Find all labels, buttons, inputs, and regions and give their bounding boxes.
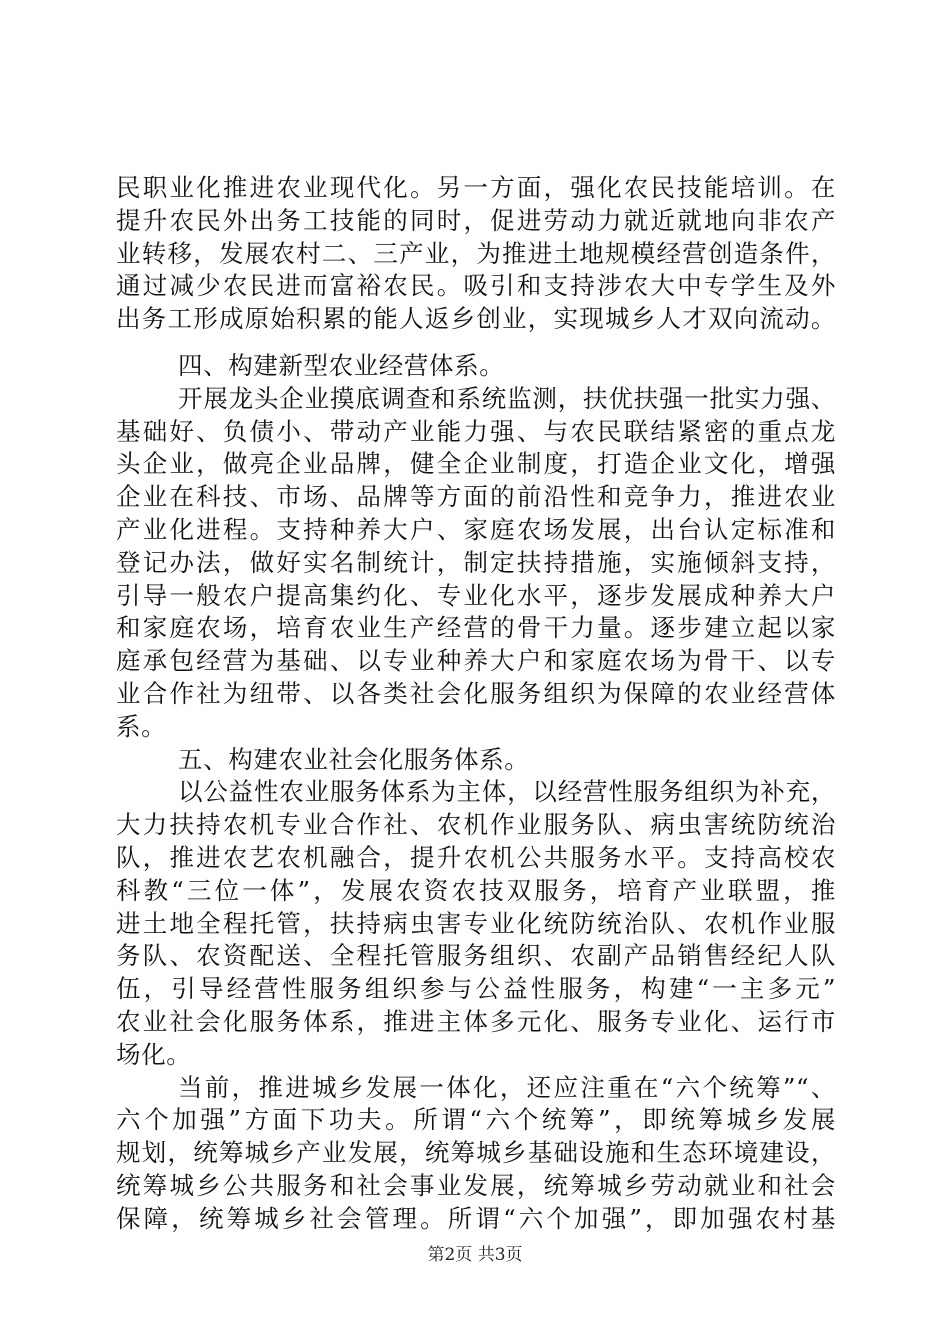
text-line: 通过减少农民进而富裕农民。吸引和支持涉农大中专学生及外 <box>116 271 836 301</box>
text-line: 头企业，做亮企业品牌，健全企业制度，打造企业文化，增强 <box>116 449 836 479</box>
text-line: 进土地全程托管，扶持病虫害专业化统防统治队、农机作业服 <box>116 908 836 938</box>
text-line: 产业化进程。支持种养大户、家庭农场发展，出台认定标准和 <box>116 514 836 544</box>
text-line: 统筹城乡公共服务和社会事业发展，统筹城乡劳动就业和社会 <box>116 1170 836 1200</box>
text-line: 规划，统筹城乡产业发展，统筹城乡基础设施和生态环境建设， <box>116 1138 836 1168</box>
text-line: 务队、农资配送、全程托管服务组织、农副产品销售经纪人队 <box>116 941 836 971</box>
paragraph-spacer <box>116 336 836 350</box>
document-body <box>116 172 836 1236</box>
text-line: 基础好、负债小、带动产业能力强、与农民联结紧密的重点龙 <box>116 416 836 446</box>
paragraph-service-system <box>116 776 836 1071</box>
page-footer <box>0 1240 950 1265</box>
text-line: 当前，推进城乡发展一体化，还应注重在“六个统筹”“、 <box>178 1072 836 1102</box>
text-line: 保障，统筹城乡社会管理。所谓“六个加强”，即加强农村基 <box>116 1203 836 1233</box>
paragraph-business-system <box>116 383 836 744</box>
text-line: 以公益性农业服务体系为主体，以经营性服务组织为补充， <box>178 777 836 807</box>
text-line: 引导一般农户提高集约化、专业化水平，逐步发展成种养大户 <box>116 580 836 610</box>
text-line: 六个加强”方面下功夫。所谓“六个统筹”，即统筹城乡发展 <box>116 1105 836 1135</box>
text-line: 企业在科技、市场、品牌等方面的前沿性和竞争力，推进农业 <box>116 482 836 512</box>
paragraph-six-coordinations <box>116 1072 836 1236</box>
text-line: 提升农民外出务工技能的同时，促进劳动力就近就地向非农产 <box>116 205 836 235</box>
page-indicator: 第2页 共3页 <box>427 1245 523 1265</box>
text-line: 大力扶持农机专业合作社、农机作业服务队、病虫害统防统治 <box>116 810 836 840</box>
text-line: 登记办法，做好实名制统计，制定扶持措施，实施倾斜支持， <box>116 547 836 577</box>
text-line: 农业社会化服务体系，推进主体多元化、服务专业化、运行市 <box>116 1006 836 1036</box>
paragraph-talent-mobility <box>116 172 836 336</box>
text-line: 开展龙头企业摸底调查和系统监测，扶优扶强一批实力强、 <box>178 383 836 413</box>
text-line: 伍，引导经营性服务组织参与公益性服务，构建“一主多元” <box>116 974 836 1004</box>
text-line: 民职业化推进农业现代化。另一方面，强化农民技能培训。在 <box>116 173 836 202</box>
section-heading-5: 五、构建农业社会化服务体系。 <box>178 744 530 774</box>
text-line: 和家庭农场，培育农业生产经营的骨干力量。逐步建立起以家 <box>116 613 836 643</box>
text-line: 场化。 <box>116 1039 192 1069</box>
text-line: 队，推进农艺农机融合，提升农机公共服务水平。支持高校农 <box>116 842 836 872</box>
section-heading-4: 四、构建新型农业经营体系。 <box>178 350 505 380</box>
text-line: 出务工形成原始积累的能人返乡创业，实现城乡人才双向流动。 <box>116 304 836 334</box>
text-line: 系。 <box>116 711 167 741</box>
text-line: 业转移，发展农村二、三产业，为推进土地规模经营创造条件， <box>116 238 836 268</box>
text-line: 庭承包经营为基础、以专业种养大户和家庭农场为骨干、以专 <box>116 646 836 676</box>
text-line: 科教“三位一体”，发展农资农技双服务，培育产业联盟，推 <box>116 875 836 905</box>
text-line: 业合作社为纽带、以各类社会化服务组织为保障的农业经营体 <box>116 678 836 708</box>
